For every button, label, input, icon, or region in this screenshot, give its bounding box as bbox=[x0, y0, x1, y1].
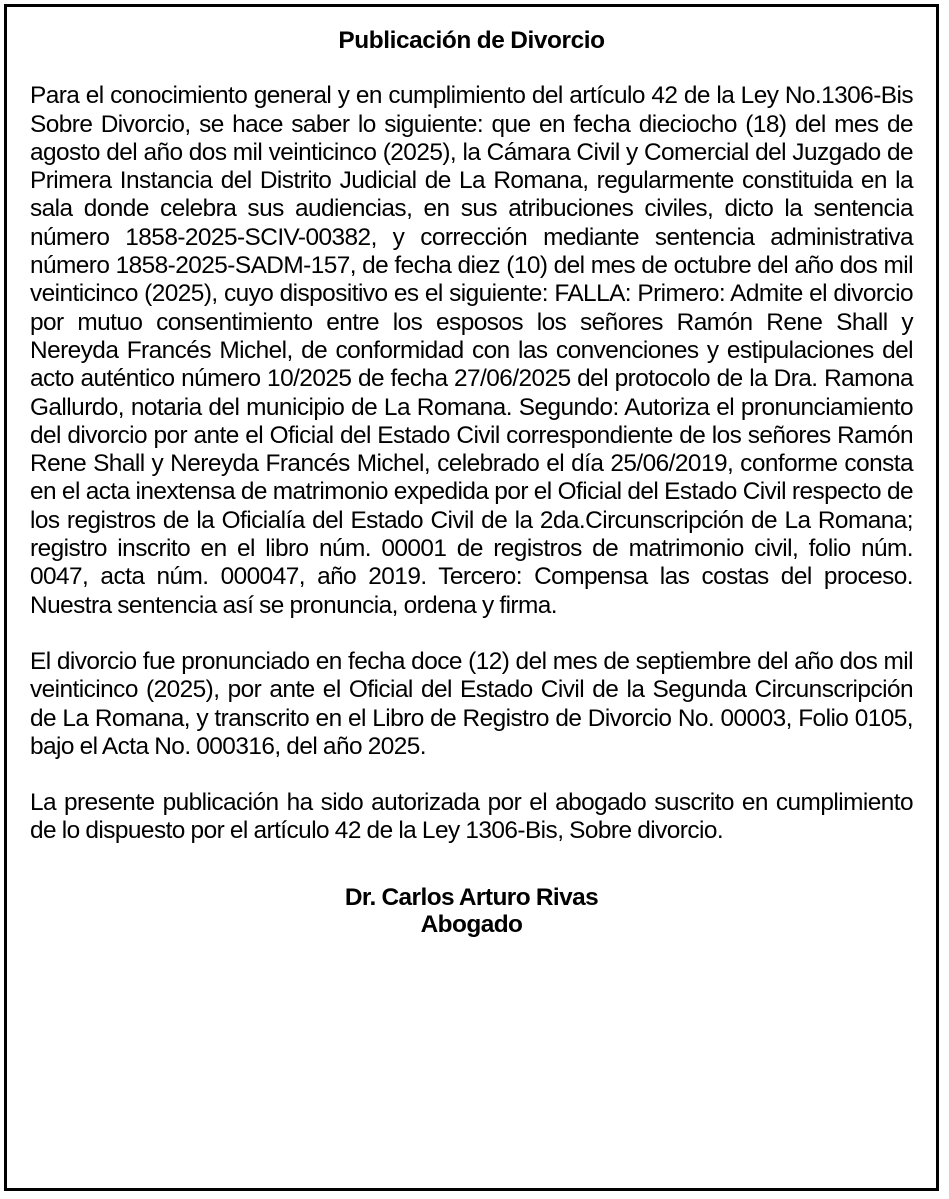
notice-paragraph-pronouncement: El divorcio fue pronunciado en fecha doce (12) del mes de septiembre del año dos mil veinticinco (2025), por ante el Oficial del Estado Civil de la Segunda Circunscripción de La Romana, y transcrito en el Libro de Registro de Divorcio No. 00003, Folio 0105, bajo el Acta No. 000316, del año 2025. bbox=[30, 647, 913, 760]
notice-title: Publicación de Divorcio bbox=[338, 27, 605, 54]
notice-paragraph-authorization: La presente publicación ha sido autorizada por el abogado suscrito en cumplimiento de lo dispuesto por el artículo 42 de la Ley 1306-Bis, Sobre divorcio. bbox=[30, 789, 913, 845]
signature-role: Abogado bbox=[420, 910, 523, 938]
notice-paragraph-ruling: Para el conocimiento general y en cumplimiento del artículo 42 de la Ley No.1306-Bis Sobre Divorcio, se hace saber lo siguiente: que en fecha dieciocho (18) del mes de agosto del año dos mil veinticinco (2025), la Cámara Civil y Comercial del Juzgado de Primera Instancia del Distrito Judicial de La Romana, regularmente constituida en la sala donde celebra sus audiencias, en sus atribuciones civiles, dicto la sentencia número 1858-2025-SCIV-00382, y corrección mediante sentencia administrativa número 1858-2025-SADM-157, de fecha diez (10) del mes de octubre del año dos mil veinticinco (2025), cuyo dispositivo es el siguiente: FALLA: Primero: Admite el divorcio por mutuo consentimiento entre los esposos los señores Ramón Rene Shall y Nereyda Francés Michel, de conformidad con las convenciones y estipulaciones del acto auténtico número 10/2025 de fecha 27/06/2025 del protocolo de la Dra. Ramona Gallurdo, notaria del municipio de La Romana. Segundo: Autoriza el pronunciamiento del divorcio por ante el Oficial del Estado Civil correspondiente de los señores Ramón Rene Shall y Nereyda Francés Michel, celebrado el día 25/06/2019, conforme consta en el acta inextensa de matrimonio expedida por el Oficial del Estado Civil respecto de los registros de la Oficialía del Estado Civil de la 2da.Circunscripción de La Romana; registro inscrito en el libro núm. 00001 de registros de matrimonio civil, folio núm. 0047, acta núm. 000047, año 2019. Tercero: Compensa las costas del proceso. Nuestra sentencia así se pronuncia, ordena y firma. bbox=[30, 82, 913, 619]
notice-frame bbox=[4, 4, 939, 1191]
signature-name: Dr. Carlos Arturo Rivas bbox=[344, 883, 599, 911]
signature-block bbox=[30, 884, 913, 938]
notice-content bbox=[30, 27, 913, 938]
